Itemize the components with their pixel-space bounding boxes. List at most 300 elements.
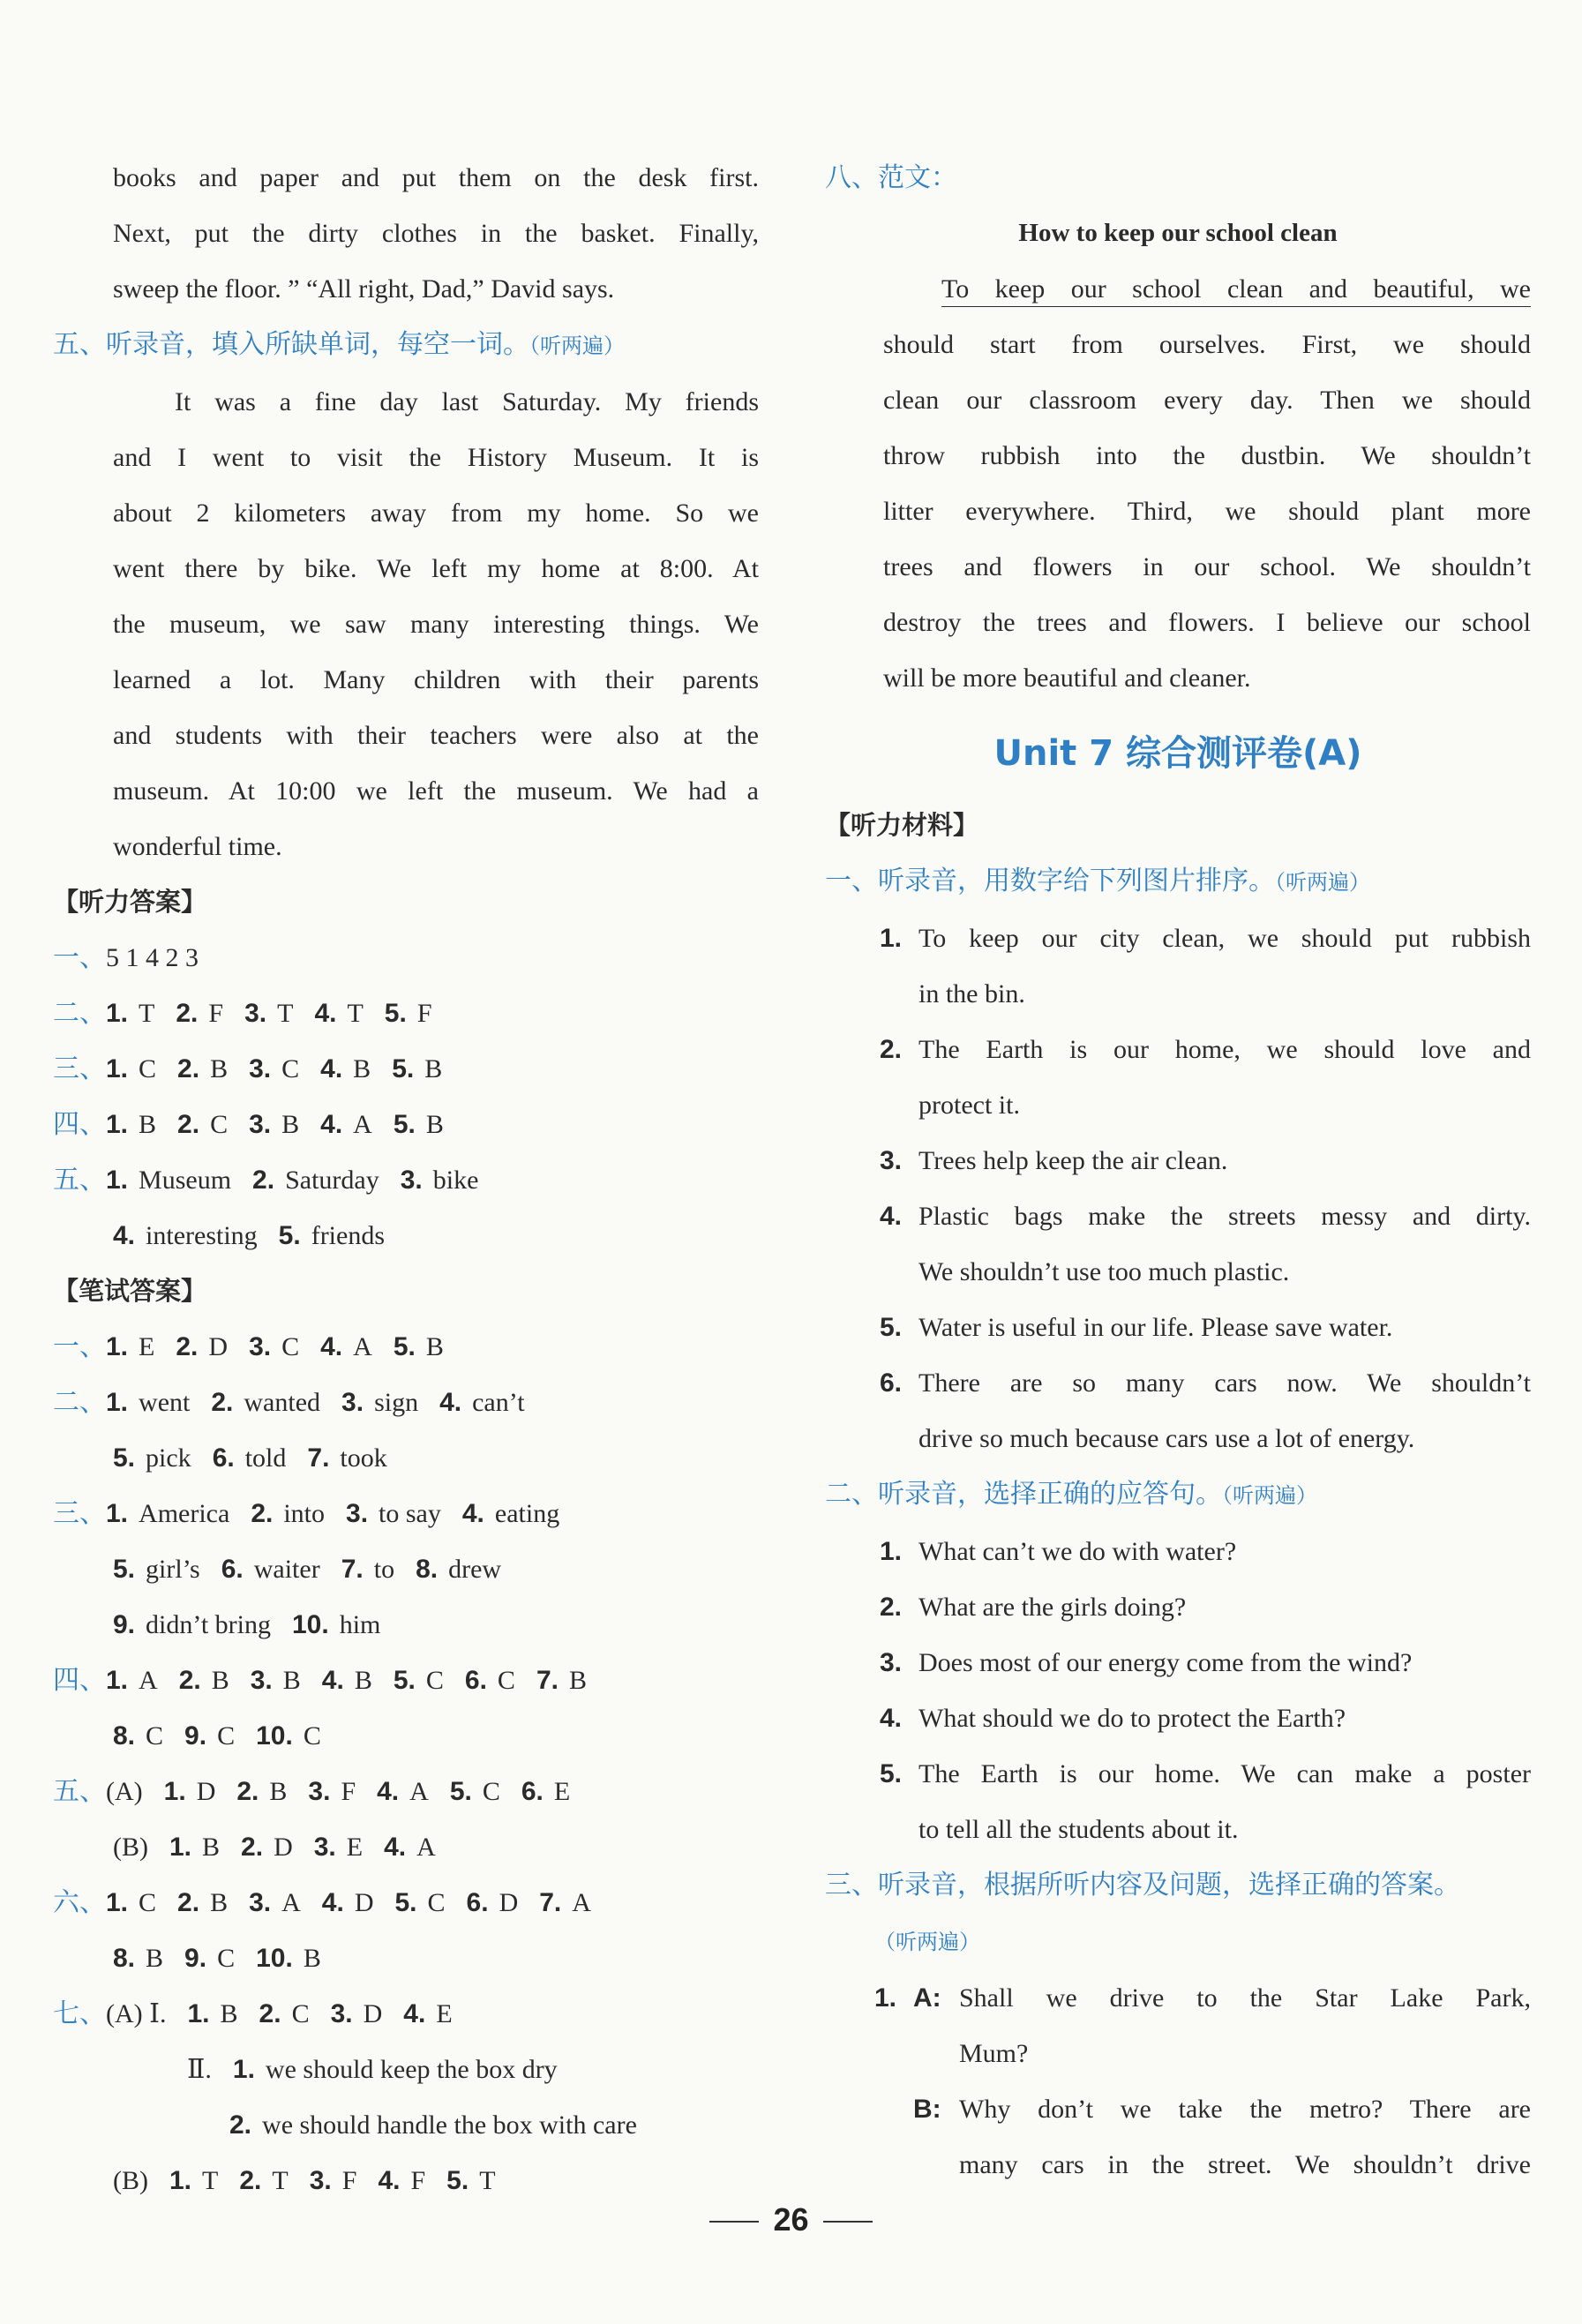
answer-value: we should keep the box dry (265, 2055, 558, 2084)
answer-value: C (281, 1332, 300, 1361)
answer-row (53, 1041, 759, 1097)
section-prefix: 四、 (53, 1665, 106, 1696)
answer-value: F (416, 999, 432, 1028)
answer-number: 5. (393, 1110, 416, 1139)
answer-number: 5. (392, 1054, 415, 1083)
item-line: To keep our city clean, we should put rubbish (918, 924, 1531, 953)
numbered-item (825, 911, 1531, 1022)
passage-line: about 2 kilometers away from my home. So we (113, 499, 759, 528)
page-number-text: 26 (773, 2201, 809, 2238)
answer-number: 5. (113, 1555, 136, 1584)
answer-value: Museum (139, 1166, 232, 1195)
item-number: 2. (880, 1593, 903, 1622)
item-number: 5. (880, 1313, 903, 1342)
answer-number: 2. (252, 1166, 275, 1195)
answer-item (113, 1443, 191, 1473)
section-prefix: 五、 (53, 1776, 106, 1807)
item-line: The Earth is our home. We can make a poster (918, 1759, 1531, 1788)
answer-value: wanted (244, 1388, 321, 1417)
answer-value: drew (448, 1555, 502, 1584)
numbered-item (825, 1300, 1531, 1355)
answer-value: D (363, 1999, 383, 2028)
answer-number: 5. (394, 1888, 417, 1917)
answer-item (450, 1777, 500, 1806)
answer-value: T (347, 999, 364, 1028)
answer-item (229, 2110, 637, 2140)
answer-item (322, 1888, 374, 1917)
answer-number: 1. (106, 1388, 129, 1417)
item-line: What are the girls doing? (918, 1593, 1187, 1622)
answer-number: 5. (393, 1332, 416, 1361)
item-number: 1. (880, 1537, 903, 1566)
answer-item (394, 1666, 444, 1695)
answer-value: him (339, 1610, 381, 1639)
item-number: 6. (880, 1368, 903, 1398)
heading-note: （听两遍） (1222, 1483, 1317, 1508)
answer-item (106, 1332, 154, 1361)
item-text (918, 1022, 1531, 1133)
answer-number: 3. (313, 1833, 336, 1862)
answer-item (314, 1833, 363, 1862)
answer-number: 3. (308, 1777, 331, 1806)
item-number: 5. (880, 1759, 903, 1788)
answer-item (320, 1332, 372, 1361)
essay-line: litter everywhere. Third, we should plant more (883, 497, 1531, 526)
answer-item (536, 1666, 587, 1695)
answer-item (395, 1888, 446, 1917)
answer-row (53, 986, 759, 1041)
item-number: 2. (880, 1035, 903, 1064)
answer-value: B (281, 1110, 300, 1139)
answer-item (251, 1666, 301, 1695)
answer-item (310, 2166, 357, 2195)
answer-value: E (139, 1332, 155, 1361)
answer-item (256, 1721, 321, 1750)
answer-value: A (416, 1833, 436, 1862)
listening-answers (53, 930, 759, 1263)
answer-number: 2. (177, 1054, 200, 1083)
answer-number: 4. (321, 1888, 344, 1917)
section-heading (825, 853, 1531, 911)
answer-value: took (340, 1443, 387, 1473)
answer-value: D (196, 1777, 216, 1806)
item-line: What can’t we do with water? (918, 1537, 1237, 1566)
answer-item (184, 1944, 235, 1973)
answer-value: T (202, 2166, 219, 2195)
passage-line: and I went to visit the History Museum. It is (113, 443, 759, 472)
speaker-label: A: (913, 1983, 941, 2013)
answer-item (378, 2166, 425, 2195)
answer-number: 3. (400, 1166, 423, 1195)
sub-label: (A) (106, 1777, 143, 1806)
answer-item (462, 1499, 559, 1528)
item-number: 3. (880, 1648, 903, 1677)
item-line: drive so much because cars use a lot of energy. (918, 1424, 1415, 1453)
essay-line: clean our classroom every day. Then we should (883, 386, 1531, 415)
answer-number: 2. (178, 1666, 201, 1695)
section-prefix: 六、 (53, 1887, 106, 1918)
answer-number: 1. (169, 1833, 192, 1862)
numbered-item (825, 1746, 1531, 1857)
item-number: 4. (880, 1704, 903, 1733)
answer-item (177, 1054, 228, 1083)
answer-item (213, 1443, 287, 1473)
answer-item (236, 1777, 287, 1806)
unit-title: Unit 7 综合测评卷(A) (993, 733, 1362, 774)
answer-value: A (139, 1666, 158, 1695)
answer-item (113, 1221, 258, 1250)
answer-value: Saturday (285, 1166, 379, 1195)
answer-value: B (211, 1666, 229, 1695)
answer-number: 6. (521, 1777, 544, 1806)
item-line: What should we do to protect the Earth? (918, 1704, 1346, 1733)
left-column (53, 150, 759, 2208)
answer-row (53, 1541, 759, 1597)
answer-item (113, 1555, 200, 1584)
answer-item (416, 1555, 501, 1584)
item-line: The Earth is our home, we should love and (918, 1035, 1531, 1064)
section-prefix: 三、 (53, 1053, 106, 1084)
heading-note: （听两遍） (874, 1930, 980, 1954)
answer-row (53, 1430, 759, 1486)
answer-item (539, 1888, 591, 1917)
text-line: books and paper and put them on the desk first. (113, 163, 759, 192)
answer-row (53, 1152, 759, 1208)
listening-passage (53, 374, 759, 874)
answer-value: sign (374, 1388, 419, 1417)
answer-value: D (354, 1888, 374, 1917)
item-line: Trees help keep the air clean. (918, 1146, 1228, 1175)
section-heading: 三、听录音，根据所听内容及问题，选择正确的答案。 (825, 1870, 1460, 1900)
answer-number: 1. (163, 1777, 186, 1806)
answer-number: 4. (321, 1666, 344, 1695)
answer-number: 2. (177, 1888, 200, 1917)
heading-note: （听两遍） (529, 334, 625, 358)
answer-row (53, 1375, 759, 1430)
answer-item (176, 1332, 228, 1361)
text-line: sweep the floor. ” “All right, Dad,” David says. (113, 274, 615, 304)
answer-number: 3. (330, 1999, 353, 2028)
answer-item (169, 1833, 220, 1862)
answer-value: C (427, 1888, 446, 1917)
sub-label: Ⅱ. (187, 2055, 212, 2084)
answer-number: 4. (320, 1110, 343, 1139)
answer-value: D (208, 1332, 229, 1361)
answer-item (439, 1388, 524, 1417)
item-number: 3. (880, 1146, 903, 1175)
answer-value: B (424, 1054, 443, 1083)
answer-item (341, 1555, 394, 1584)
sub-label: (B) (113, 2166, 148, 2195)
model-essay (825, 261, 1531, 706)
materials-label: 【听力材料】 (825, 810, 979, 840)
answer-number: 2. (259, 1999, 281, 2028)
answer-row (53, 1653, 759, 1708)
item-text (918, 1133, 1531, 1188)
answer-number: 2. (236, 1777, 259, 1806)
answer-number: 2. (239, 2166, 262, 2195)
sub-label: (A) Ⅰ. (106, 1999, 167, 2028)
item-text (918, 1355, 1531, 1466)
answer-item (106, 1888, 156, 1917)
answer-item (341, 1388, 418, 1417)
heading-text: 二、听录音，选择正确的应答句。 (825, 1479, 1222, 1510)
numbered-item (825, 1524, 1531, 1579)
dialog-line: Mum? (959, 2039, 1029, 2068)
numbered-item (825, 1691, 1531, 1746)
answer-number: 3. (249, 1888, 272, 1917)
answer-item (322, 1666, 372, 1695)
answer-item (211, 1388, 320, 1417)
answer-item (177, 1888, 228, 1917)
answer-value: C (139, 1054, 157, 1083)
answer-value: B (139, 1110, 157, 1139)
answer-value: girl’s (146, 1555, 200, 1584)
answer-row (53, 2097, 759, 2153)
answer-item (169, 2166, 218, 2195)
answer-row (53, 1708, 759, 1764)
answer-value: T (272, 2166, 289, 2195)
answer-number: 2. (229, 2110, 252, 2140)
item-line: There are so many cars now. We shouldn’t (918, 1368, 1531, 1398)
essay-line: throw rubbish into the dustbin. We shouldn’t (883, 441, 1531, 470)
answer-number: 3. (249, 1054, 272, 1083)
answer-number: 4. (403, 1999, 426, 2028)
answer-item (106, 1110, 156, 1139)
answer-item (394, 1110, 444, 1139)
answer-value: went (139, 1388, 191, 1417)
dialog-item (825, 1970, 1531, 2193)
answer-number: 5. (384, 999, 407, 1028)
item-line: Water is useful in our life. Please save water. (918, 1313, 1393, 1342)
answer-number: 4. (439, 1388, 462, 1417)
item-text (918, 1746, 1531, 1857)
answer-value: E (346, 1833, 364, 1862)
answer-number: 5. (446, 2166, 469, 2195)
sub-label: (B) (113, 1833, 148, 1862)
answer-row (53, 1319, 759, 1375)
answer-item (249, 1110, 299, 1139)
answer-item (292, 1610, 380, 1639)
numbered-item (825, 1133, 1531, 1188)
answer-number: 8. (113, 1944, 136, 1973)
answer-value: friends (311, 1221, 386, 1250)
heading-text: 五、听录音，填入所缺单词，每空一词。 (53, 329, 529, 360)
section-prefix: 七、 (53, 1998, 106, 2029)
answer-number: 8. (416, 1555, 439, 1584)
item-text (918, 1635, 1531, 1691)
answer-row (53, 930, 759, 986)
section-prefix: 四、 (53, 1109, 106, 1140)
answer-row (53, 1819, 759, 1875)
essay-title: How to keep our school clean (1018, 219, 1338, 247)
answer-number: 3. (309, 2166, 332, 2195)
answer-value: A (353, 1332, 372, 1361)
answer-item (233, 2055, 558, 2084)
answer-row (53, 1597, 759, 1653)
answer-number: 5. (393, 1666, 416, 1695)
answer-item (176, 999, 223, 1028)
answer-item (113, 1944, 163, 1973)
answer-number: 1. (106, 1332, 129, 1361)
answer-item (521, 1777, 570, 1806)
answer-value: B (354, 1666, 372, 1695)
answer-value: A (409, 1777, 429, 1806)
essay-line: trees and flowers in our school. We shouldn’t (883, 552, 1531, 581)
answer-value: C (217, 1721, 236, 1750)
answer-number: 10. (291, 1610, 329, 1639)
section-heading (53, 317, 759, 374)
essay-line: To keep our school clean and beautiful, we (941, 274, 1531, 304)
answer-row (53, 1208, 759, 1263)
answer-item (244, 999, 293, 1028)
part2-items (825, 1524, 1531, 1857)
numbered-item (825, 1022, 1531, 1133)
answer-number: 9. (184, 1944, 207, 1973)
answer-number: 10. (256, 1721, 293, 1750)
item-number: 1. (880, 924, 903, 953)
answer-number: 6. (466, 1888, 489, 1917)
answer-number: 9. (184, 1721, 207, 1750)
answer-value: can’t (472, 1388, 525, 1417)
passage-line: and students with their teachers were also at the (113, 721, 759, 750)
item-text (918, 1691, 1531, 1746)
answer-number: 2. (177, 1110, 200, 1139)
answer-value: A (572, 1888, 591, 1917)
answer-value: T (479, 2166, 496, 2195)
answer-item (346, 1499, 441, 1528)
answer-number: 1. (232, 2055, 255, 2084)
answer-value: America (139, 1499, 230, 1528)
answer-value: B (210, 1054, 229, 1083)
answer-number: 5. (278, 1221, 301, 1250)
answer-number: 3. (249, 1332, 272, 1361)
answer-number: 4. (384, 1833, 407, 1862)
item-text (918, 1579, 1531, 1635)
answer-row (53, 1097, 759, 1152)
item-line: protect it. (918, 1091, 1020, 1120)
passage-line: wonderful time. (113, 832, 282, 861)
answer-item (239, 2166, 288, 2195)
answer-number: 1. (106, 1888, 129, 1917)
answer-number: 8. (113, 1721, 136, 1750)
answer-item (377, 1777, 429, 1806)
item-text (918, 1188, 1531, 1300)
answer-number: 7. (307, 1443, 330, 1473)
answer-value: C (210, 1110, 229, 1139)
answer-item (249, 1888, 301, 1917)
answer-value: interesting (146, 1221, 258, 1250)
dialog-line: many cars in the street. We shouldn’t drive (959, 2150, 1531, 2179)
answer-item (394, 1332, 444, 1361)
answer-item (177, 1110, 228, 1139)
answer-value: pick (146, 1443, 191, 1473)
answer-value: B (425, 1332, 444, 1361)
answer-item (403, 1999, 452, 2028)
dash-right (823, 2221, 873, 2223)
answer-item (465, 1666, 515, 1695)
answer-item (385, 999, 432, 1028)
answer-item (251, 1499, 325, 1528)
answer-value: C (217, 1944, 236, 1973)
answer-value: didn’t bring (146, 1610, 271, 1639)
item-text (918, 911, 1531, 1022)
answer-value: E (553, 1777, 571, 1806)
answer-item (188, 1999, 238, 2028)
answer-number: 7. (539, 1888, 562, 1917)
answer-item (307, 1443, 386, 1473)
item-line: in the bin. (918, 979, 1025, 1008)
answer-value: F (341, 2166, 357, 2195)
answer-number: 4. (314, 999, 337, 1028)
answer-row (53, 1486, 759, 1541)
answer-value: A (281, 1888, 301, 1917)
answer-value: into (283, 1499, 326, 1528)
item-line: We shouldn’t use too much plastic. (918, 1257, 1290, 1286)
item-line: Does most of our energy come from the wind? (918, 1648, 1413, 1677)
answer-number: 1. (106, 1166, 129, 1195)
answer-row (53, 2153, 759, 2208)
answer-number: 5. (113, 1443, 136, 1473)
answer-value: eating (494, 1499, 560, 1528)
section-prefix: 二、 (53, 998, 106, 1029)
answer-item (279, 1221, 385, 1250)
answer-value: C (425, 1666, 444, 1695)
answer-number: 5. (449, 1777, 472, 1806)
answer-item (241, 1833, 293, 1862)
item-text (918, 1524, 1531, 1579)
answer-value: D (274, 1833, 293, 1862)
answer-value: C (281, 1054, 300, 1083)
answer-item (446, 2166, 495, 2195)
section-prefix: 五、 (53, 1165, 106, 1196)
passage-line: the museum, we saw many interesting things. We (113, 610, 759, 639)
answer-item (401, 1166, 479, 1195)
answer-value: to say (379, 1499, 441, 1528)
answer-number: 4. (113, 1221, 136, 1250)
answer-value: C (497, 1666, 515, 1695)
answer-number: 4. (320, 1054, 343, 1083)
heading-note: （听两遍） (1275, 870, 1370, 895)
answer-value: we should handle the box with care (262, 2110, 637, 2140)
answer-value: T (139, 999, 155, 1028)
answer-number: 1. (106, 1054, 129, 1083)
speaker-label: B: (913, 2095, 941, 2124)
answer-item (106, 999, 154, 1028)
answer-number: 1. (106, 999, 129, 1028)
answer-value: E (436, 1999, 453, 2028)
item-text (918, 1300, 1531, 1355)
answer-value: A (353, 1110, 372, 1139)
answer-number: 2. (176, 999, 199, 1028)
essay-line: destroy the trees and flowers. I believe our school (883, 608, 1531, 637)
answer-item (249, 1054, 299, 1083)
answer-number: 3. (250, 1666, 273, 1695)
answer-item (252, 1166, 379, 1195)
answer-row (53, 2042, 759, 2097)
answer-item (331, 1999, 383, 2028)
answer-item (113, 1610, 271, 1639)
answer-number: 1. (106, 1110, 129, 1139)
answer-value: F (341, 1777, 356, 1806)
answer-number: 4. (378, 2166, 401, 2195)
answer-number: 3. (244, 999, 267, 1028)
answer-value: C (291, 1999, 310, 2028)
section-heading (825, 1466, 1531, 1524)
section-prefix: 一、 (53, 1331, 106, 1362)
page-number (0, 2201, 1582, 2238)
answer-number: 3. (346, 1499, 369, 1528)
